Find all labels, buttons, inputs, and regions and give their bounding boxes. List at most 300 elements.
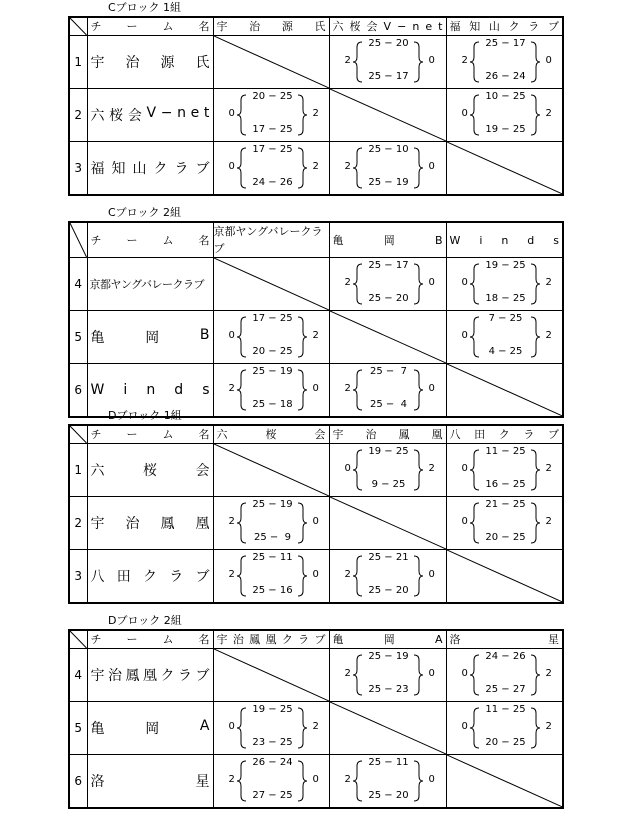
column-team-header [446,17,563,36]
match-result [330,550,446,602]
team-number: 4 [69,649,87,702]
name-char: 八 [90,569,105,585]
self-match-cell [213,444,329,497]
name-char: B [434,233,443,247]
team-name [87,89,213,142]
header-label [88,631,213,648]
corner-cell [69,222,87,258]
left-brace [237,503,246,543]
name-char: ラ [174,161,189,177]
self-match-cell [213,649,329,702]
match-result [214,311,329,363]
team-row [69,258,563,311]
team-name [87,702,213,755]
name-char: 六 [90,463,105,479]
sets-won: 2 [228,774,235,785]
sets-won: 0 [461,721,468,732]
column-team-name [214,631,329,648]
name-char: 鳳 [125,668,140,684]
set1-score: 21 − 25 [485,499,526,510]
match-result [447,258,563,310]
column-team-header [213,630,329,649]
left-brace [237,761,246,801]
match-result [214,142,329,194]
name-char: B [199,327,210,343]
match-result [214,89,329,141]
sets-won: 0 [344,463,351,474]
match-result [447,36,563,88]
column-team-name [330,232,446,249]
team-name [87,36,213,89]
team-name [87,444,213,497]
name-char: ブ [548,428,559,441]
match-result [447,649,563,701]
name-char: 福 [449,20,461,33]
match-result-cell [329,444,446,497]
self-match-diagonal [447,364,563,416]
name-char: ラ [178,668,192,684]
team-number: 3 [69,550,87,604]
sets-won: 2 [344,55,351,66]
team-name [87,550,213,604]
header-char: 名 [198,633,210,646]
match-result-cell [213,702,329,755]
set1-score: 17 − 25 [252,313,293,324]
name-char: ク [281,633,293,646]
left-brace [353,264,362,304]
sets-lost: 0 [312,774,319,785]
sets-won: 2 [344,161,351,172]
name-char: 知 [111,161,126,177]
self-match-diagonal [214,258,329,310]
name-char: 治 [108,668,122,684]
sets-won: 0 [461,277,468,288]
set2-score: 25 − 19 [368,177,409,188]
header-label [88,18,213,35]
header-char: チ [90,20,102,33]
match-result [214,550,329,602]
diagonal-line [447,142,563,194]
match-result [330,364,446,416]
team-name [87,142,213,196]
set2-score: 24 − 26 [252,177,293,188]
name-char: A [434,633,443,646]
sets-won: 2 [344,277,351,288]
self-match-diagonal [447,142,563,194]
sets-lost: 0 [312,383,319,394]
set2-score: 23 − 25 [252,737,293,748]
set2-score: 25 − 4 [369,399,407,410]
diagonal-line [330,89,446,141]
name-char: 岡 [145,330,160,346]
column-team-header [213,17,329,36]
name-char: ラ [528,20,540,33]
name-char: ク [143,569,157,585]
team-row [69,142,563,196]
name-char: d [174,382,184,398]
self-match-cell [329,89,446,142]
set1-score: 25 − 17 [485,38,526,49]
name-char: 桜 [265,428,277,441]
left-brace [237,317,246,357]
match-result [330,258,446,310]
set1-score: 10 − 25 [485,91,526,102]
name-char: ラ [298,633,310,646]
name-char: 治 [232,633,244,646]
sets-won: 0 [461,516,468,527]
match-result [447,444,563,496]
column-team-name [447,426,563,443]
name-char: 六 [216,428,228,441]
name-char: 宇 [90,55,105,71]
match-result-cell [446,649,563,702]
set1-score: 25 − 11 [368,757,409,768]
self-match-diagonal [447,550,563,602]
team-number: 6 [69,755,87,809]
corner-diagonal [70,426,87,443]
sets-lost: 0 [545,55,552,66]
left-brace [237,370,246,410]
left-brace [470,264,479,304]
round-robin-table [68,629,564,809]
set2-score: 16 − 25 [485,479,526,490]
header-row [69,630,563,649]
name-char: i [123,382,128,398]
diagonal-line [330,702,446,754]
set2-score: 20 − 25 [485,532,526,543]
self-match-cell [213,36,329,89]
match-result [214,702,329,754]
team-number: 4 [69,258,87,311]
team-name [87,649,213,702]
sets-lost: 0 [428,277,435,288]
team-row [69,755,563,809]
name-char: 治 [365,428,377,441]
left-brace [470,317,479,357]
sets-lost: 2 [312,330,319,341]
name-char: e [425,20,433,33]
team-row [69,550,563,604]
match-result-cell [213,311,329,364]
match-result-cell [329,258,446,311]
sets-lost: 0 [428,161,435,172]
sets-lost: 0 [428,55,435,66]
match-result-cell [446,311,563,364]
name-char: 凰 [195,516,210,532]
match-result [330,142,446,194]
match-result-cell [213,89,329,142]
name-char: 桜 [143,463,157,479]
column-team-name [447,631,563,648]
name-char: ブ [195,569,210,585]
name-char: 凰 [265,633,277,646]
left-brace [237,95,246,135]
column-team-name [447,18,563,35]
header-char: ー [126,428,138,441]
header-char: チ [90,428,102,441]
set2-score: 25 − 23 [368,684,409,695]
set2-score: 4 − 25 [488,346,523,357]
name-char: 凰 [143,668,157,684]
sets-won: 2 [228,569,235,580]
header-char: チ [90,633,102,646]
name-char: 田 [116,569,131,585]
team-name-text [88,771,213,791]
set1-score: 24 − 26 [485,651,526,662]
name-char: t [203,105,210,121]
match-result-cell [213,497,329,550]
column-team-name [330,631,446,648]
name-char: 山 [132,161,147,177]
set1-score: 7 − 25 [488,313,523,324]
name-char: ク [498,428,510,441]
round-robin-table [68,16,564,196]
header-row [69,17,563,36]
team-name-header [87,222,213,258]
name-char: e [190,105,200,121]
column-team-header [329,630,446,649]
match-result-cell [446,89,563,142]
name-char: 福 [90,161,105,177]
self-match-diagonal [214,36,329,88]
header-char: ム [162,428,174,441]
name-char: n [412,20,420,33]
sets-lost: 0 [428,383,435,394]
set2-score: 25 − 27 [485,684,526,695]
name-char: 洛 [90,774,105,790]
set1-score: 25 − 7 [369,366,407,377]
left-brace [237,556,246,596]
match-result-cell [446,258,563,311]
name-char: 洛 [449,633,461,646]
set1-score: 25 − 10 [368,144,409,155]
match-result-cell [446,36,563,89]
column-team-name [330,18,446,35]
team-name-text [88,327,213,347]
set1-score: 25 − 19 [368,651,409,662]
left-brace [237,708,246,748]
name-char: 六 [90,108,105,124]
sets-won: 2 [344,569,351,580]
self-match-diagonal [330,497,446,549]
team-name-text [88,52,213,72]
name-char: 会 [314,428,326,441]
match-result [214,364,329,416]
corner-diagonal [70,18,87,35]
name-char: 宇 [90,516,105,532]
corner-diagonal [70,223,87,257]
left-brace [470,450,479,490]
match-result-cell [446,497,563,550]
name-char: ラ [169,569,184,585]
left-brace [470,503,479,543]
name-char: 田 [474,428,486,441]
name-char: 八 [449,428,461,441]
block-title: Dブロック 2組 [108,614,182,627]
team-name-header [87,17,213,36]
name-char: − [160,105,173,121]
header-char: ー [126,20,138,33]
name-char: ク [153,161,168,177]
name-char: 岡 [383,633,395,646]
name-char: 会 [127,108,142,124]
match-result [214,497,329,549]
team-name-text [88,460,213,480]
set2-score: 18 − 25 [485,293,526,304]
name-char: 桜 [349,20,361,33]
match-result [330,649,446,701]
self-match-diagonal [447,755,563,807]
match-result-cell [213,142,329,196]
diagonal-line [70,18,87,35]
match-result [447,702,563,754]
team-number: 1 [69,36,87,89]
match-result [447,497,563,549]
set2-score: 26 − 24 [485,71,526,82]
left-brace [353,556,362,596]
match-result [330,755,446,807]
self-match-cell [446,364,563,418]
name-char: ク [508,20,520,33]
name-char: V [146,105,157,121]
name-char: 源 [281,20,293,33]
name-char: 治 [125,516,140,532]
name-char: 鳳 [160,516,175,532]
sets-lost: 2 [545,463,552,474]
self-match-cell [446,142,563,196]
match-result [447,311,563,363]
match-result-cell [329,550,446,604]
left-brace [237,148,246,188]
set1-score: 19 − 25 [485,260,526,271]
name-char: 鳳 [249,633,261,646]
block-title: Cブロック 1組 [108,1,181,14]
match-result [214,755,329,807]
sets-won: 2 [344,383,351,394]
name-char: 山 [488,20,500,33]
sets-won: 0 [461,108,468,119]
column-team-header [446,222,563,258]
header-label [88,426,213,443]
team-number: 5 [69,702,87,755]
diagonal-line [214,649,329,701]
name-char: 亀 [90,330,105,346]
team-row [69,702,563,755]
team-number: 1 [69,444,87,497]
name-char: 岡 [383,233,395,247]
team-name [87,755,213,809]
match-result-cell [213,755,329,809]
team-name [87,258,213,311]
match-result [330,36,446,88]
sets-lost: 2 [545,668,552,679]
match-result-cell [329,142,446,196]
name-char: − [397,20,407,33]
match-result-cell [329,364,446,418]
self-match-cell [213,258,329,311]
name-char: 氏 [314,20,326,33]
left-brace [470,655,479,695]
team-number: 6 [69,364,87,418]
sets-lost: 2 [545,277,552,288]
match-result-cell [446,702,563,755]
team-name-text [88,566,213,586]
header-char: 名 [198,233,210,247]
column-team-name [214,18,329,35]
name-char: 会 [195,463,210,479]
team-name-text: 京都ヤングバレークラブ [89,278,205,291]
match-result-cell [329,36,446,89]
round-robin-table [68,221,564,418]
name-char: A [199,718,210,734]
diagonal-line [214,444,329,496]
sets-won: 0 [228,330,235,341]
name-char: 亀 [90,721,105,737]
name-char: V [383,20,392,33]
match-result [330,444,446,496]
match-result-cell [329,755,446,809]
set1-score: 25 − 20 [368,38,409,49]
team-row [69,649,563,702]
sets-lost: 0 [312,569,319,580]
sets-won: 0 [461,668,468,679]
column-team-header [329,222,446,258]
team-name-text [88,105,213,125]
set1-score: 25 − 19 [252,366,293,377]
diagonal-line [330,497,446,549]
sets-won: 0 [228,108,235,119]
column-team-name [214,426,329,443]
name-char: W [90,382,105,398]
set2-score: 25 − 16 [252,585,293,596]
set2-score: 17 − 25 [252,124,293,135]
left-brace [353,761,362,801]
column-team-header [446,425,563,444]
corner-cell [69,630,87,649]
name-char: 亀 [332,233,344,247]
name-char: W [449,233,461,247]
set1-score: 25 − 19 [252,499,293,510]
set2-score: 25 − 18 [252,399,293,410]
set2-score: 25 − 20 [368,790,409,801]
left-brace [470,95,479,135]
corner-cell [69,17,87,36]
name-char: 亀 [332,633,344,646]
team-row [69,311,563,364]
diagonal-line [70,631,87,648]
sets-won: 0 [228,161,235,172]
match-result-cell [213,364,329,418]
team-number: 5 [69,311,87,364]
team-name [87,311,213,364]
column-team-name [330,426,446,443]
header-char: ー [126,233,138,247]
set1-score: 25 − 21 [368,552,409,563]
set2-score: 27 − 25 [252,790,293,801]
name-char: ブ [195,161,210,177]
name-char: 岡 [145,721,160,737]
block-title: Cブロック 2組 [108,206,181,219]
team-name-text [88,665,213,685]
name-char: i [479,233,483,247]
sets-won: 0 [461,463,468,474]
name-char: 宇 [332,428,344,441]
column-team-header [329,17,446,36]
diagonal-line [70,426,87,443]
column-team-header [213,425,329,444]
sets-won: 0 [461,330,468,341]
name-char: ブ [314,633,326,646]
